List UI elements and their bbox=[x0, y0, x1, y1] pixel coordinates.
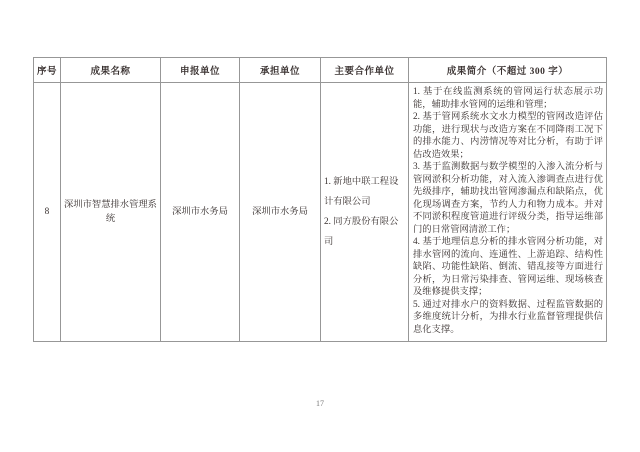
page-number: 17 bbox=[316, 399, 324, 408]
summary-item: 4. 基于地理信息分析的排水管网分析功能，对排水管网的流向、连通性、上游追踪、结构性缺陷、功能性缺陷、倒流、错乱接等方面进行分析，为日常污染排查、管网运维、现场核查及维修提供支撑； bbox=[413, 237, 603, 297]
cell-achievement-name: 深圳市智慧排水管理系统 bbox=[61, 83, 161, 342]
col-header-partners: 主要合作单位 bbox=[321, 58, 409, 83]
cell-serial: 8 bbox=[34, 83, 61, 342]
cell-summary bbox=[409, 83, 607, 342]
summary-item: 3. 基于监测数据与数学模型的入渗入流分析与管网淤积分析功能，对入流入渗调查点进行优先级排序，辅助找出管网渗漏点和缺陷点，优化现场调查方案，节约人力和物力成本。并对不同淤积程度管道进行评级分类，指导运维部门的日常管网清淤工作； bbox=[413, 162, 603, 235]
cell-partners bbox=[321, 83, 409, 342]
partner-item: 2. 同方股份有限公司 bbox=[324, 217, 399, 247]
results-table bbox=[33, 57, 607, 342]
col-header-declaring-unit: 申报单位 bbox=[161, 58, 240, 83]
summary-item: 2. 基于管网系统水文水力模型的管网改造评估功能，进行现状与改造方案在不同降雨工况下的排水能力、内涝情况等对比分析，有助于评估改造效果； bbox=[413, 112, 603, 160]
table-header-row bbox=[34, 58, 607, 83]
partner-item: 1. 新地中联工程设计有限公司 bbox=[324, 177, 399, 207]
table-row bbox=[34, 83, 607, 342]
col-header-undertaking-unit: 承担单位 bbox=[240, 58, 321, 83]
cell-declaring-unit: 深圳市水务局 bbox=[161, 83, 240, 342]
col-header-summary: 成果简介（不超过 300 字） bbox=[409, 58, 607, 83]
col-header-achievement-name: 成果名称 bbox=[61, 58, 161, 83]
summary-item: 5. 通过对排水户的资料数据、过程监管数据的多维度统计分析，为排水行业监督管理提供信息化支撑。 bbox=[413, 299, 603, 335]
cell-undertaking-unit: 深圳市水务局 bbox=[240, 83, 321, 342]
summary-item: 1. 基于在线监测系统的管网运行状态展示功能，辅助排水管网的运维和管理； bbox=[413, 87, 603, 110]
col-header-serial: 序号 bbox=[34, 58, 61, 83]
